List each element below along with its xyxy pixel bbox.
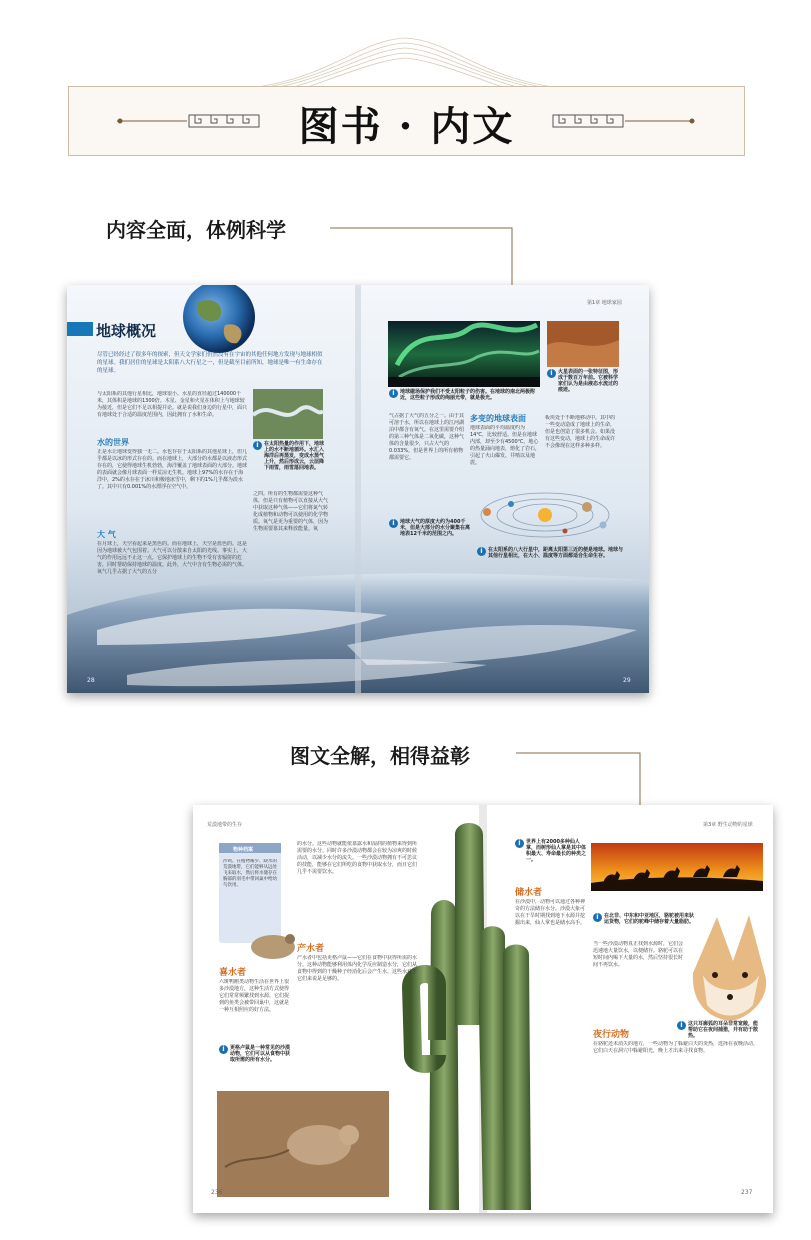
info-icon: i [389,389,398,398]
spread2-col-mid: 的水分。这些动物就能依靠露水和湿润的植物来得到所需要的水分。同时许多沙漠动物都会在较为凉爽的时候活动，以减少水分的流失。一些沙漠动物拥有不可思议的技能，能够在它们所吃的食物中获取水分，而且它们几乎不需要饮水。 [297,841,418,875]
page-number-237: 237 [741,1189,753,1196]
page-number-right: 29 [623,677,631,684]
spread2-cactus-caption: 世界上有2000多种仙人掌，而树形仙人掌是其中体积最大、寿命最长的种类之一。 [526,839,587,863]
caption-content-complete: 内容全面，体例科学 [106,218,286,242]
spread2-species-box-text: 沙鸡。在植物稀少、缺水的荒漠地带，它们能够从远处飞来取水，然后将水储存在胸部的羽毛中带回巢中给幼鸟饮用。 [223,859,277,888]
spread1-sub-surface: 多变的地球表面 [470,414,526,423]
info-icon: i [593,913,602,922]
spread2-sub-water-storer: 储水者 [515,888,543,898]
page-number-236: 236 [211,1189,223,1196]
book-spread-desert [193,805,773,1213]
spread1-aurora-caption: 地球磁场保护我们不受太阳粒子的伤害。在地球的南北两极附近，这些粒子形成的绚丽光带，就是极光。 [400,389,536,401]
spread2-sub-water-lover: 喜水者 [219,968,247,978]
spread1-atmosphere-caption: 地球大气的厚度大约为400千米，但是大部分的水分聚集在离地表12千米的范围之内。 [400,519,471,537]
spread2-sub-nocturnal: 夜行动物 [593,1030,630,1040]
spread2-chapter-right: 第3章 野生动物的星球 [703,822,753,828]
spread2-col-night: 在骆驼还未消失的地方，一些动物为了躲避白天的炎热，选择在夜晚活动。它们白天在洞穴中躲避阳光，晚上才出来寻找食物。 [593,1041,759,1054]
spread2-camel-caption: 在北非、中东和中亚地区，骆驼被用来驮运货物，它们的驼峰中储存着大量脂肪。 [604,913,695,925]
spread1-heading: 地球概况 [96,322,157,340]
spread1-rock-caption: 火星表面的一张特征图，形成于数百万年前。它被科学家们认为是由液态水流过的痕迹。 [558,369,619,393]
info-icon: i [677,1021,686,1030]
book-spread-earth [67,285,649,693]
spread2-sub-water-producer: 产水者 [297,944,325,954]
info-icon: i [219,1045,228,1054]
spread2-fox-caption: 这只耳廓狐的耳朵非常宽敞，能帮助它在夜间捕猎，并有助于散热。 [688,1021,759,1039]
spread2-species-box-title: 物种档案 [233,847,254,853]
spread1-body2: 正是水让地球变得独一无二。水也存在于太阳系的其他星球上，但几乎都是以冰的形式存在的。而在地球上，大部分的水都是以液态形式存在的，它使得地球生机勃勃，海洋覆盖了地球表面的大部分。地球的表面就会像月球表面一样荒凉无生机。地球上97%的水存在于海洋中，2%的水存在于冰川和极地冰雪中，剩下的1%几乎都为淡水了。其中只有0.001%的水漂浮在空气中。 [97,449,247,490]
spread2-chapter-left: 荒漠地带的生存 [207,822,243,828]
leader-line-2 [516,750,646,810]
caption-image-text: 图文全解，相得益彰 [290,744,470,768]
info-icon: i [515,839,524,848]
spread1-col1: 气占据了大气的五分之一。由于其可溶于水，所以在地球上的江河湖泊中都含有氧气。在这里需要介绍的第三种气体是二氧化碳，这种气体的含量很少，只占大气的0.033%，但是世界上的所有植物都需要它。 [389,413,465,461]
spread1-col2: 地球表面的平均温度约为14℃，比较舒适。但是在地球内部，却至少有4500℃。地心的热量涌向地表，熔化了岩石，引起了火山爆发、井喷以及地震。 [470,425,540,466]
info-icon: i [389,519,398,528]
spread1-water-cycle-caption: 在太阳热量的作用下，地球上的水不断地循环。水汇入海洋后再蒸发，变成水蒸气上升，然后形成云，云层降下雨雪，雨雪落回地表。 [264,441,325,471]
spread1-chapter-label: 第1章 地球家园 [587,300,622,306]
spread1-intro: 尽管已经经过了很多年的探索，但天文学家们仍然没有在宇宙的其他任何地方发现与地球相似的星球。我们居住的星球是太阳系八大行星之一，但是截至目前所知，地球是唯一有生命存在的星球。 [97,352,323,374]
meander-ornament-right [545,111,695,131]
spread2-col-left: 六斑鸭鹅类动物生活在世界上很多沙漠地方，这种生活方式使得它们常常频繁找到水源。它们捉到的鱼类会被带回巢中，这就是一种互相照应的好方法。 [219,979,289,1013]
spread2-col-store: 在沙漠中，动物可以通过各种神奇的方法储存水分。沙漠大象可以在干旱时期找到地下水源并挖掘出来，仙人掌也是储水高手。 [515,899,585,926]
spread1-body3: 在月球上，天空看起来是黑色的。而在地球上，天空是蓝色的。这是因为地球被大气包围着。大气可以分散来自太阳的光线。事实上，大气的作用远远不止这一点，它保护地球上的生物不受有害辐射的危害，同时帮助保持地球的温度。此外，大气中含有生物必需的气体。氧气几乎占据了大气的五分 [97,541,247,575]
info-icon: i [477,547,486,556]
title-banner [68,86,745,156]
spread1-solar-caption: 在太阳系的八大行星中，距离太阳第三近的便是地球。地球与其他行星相比，在大小、温度等方面都适合生命生存。 [488,547,624,559]
spread1-body1: 与太阳系的其他行星相比，地球很小。水星的直径超过140000千米，其体积是地球的1300倍。木星、金星和火星在体积上与地球较为接近，但是它们不足以相提并论。就是说我们身边的行星中，面只有地球处于合适的温度范围内，因此拥有了水和生命。 [97,391,247,418]
spread2-col-right: 当一些沙漠动物真正找到水源时，它们会迅速地大量饮水，以便储存。骆驼可以在短时间内喝下大量的水，然后坚持很长时间不再饮水。 [593,941,683,968]
spread1-sub-water: 水的世界 [97,438,129,447]
spread2-col-mid2: 产水者中包括更格卢鼠——它们在食物中获得所需的水分。这种动物能够利用体内化学反应制造水分，它们从食物中得到的干燥种子经消化后会产生水。这些水对于它们来说是足够的。 [297,955,418,982]
info-icon: i [547,369,556,378]
spread1-sub-atmosphere: 大 气 [97,530,116,539]
info-icon: i [253,441,262,450]
mountain-line-art [0,0,811,90]
page-number-left: 28 [87,677,95,684]
spread1-col3: 板块处于不断地移动中。其中的一些变动造成了地球上的生命，但是也创造了很多机会。如果没有这些变动，地球上的生命或许不会像现在这样多种多样。 [545,415,616,449]
spread2-mouse-caption: 更格卢鼠是一种常见的沙漠动物，它们可以从食物中获取所需的所有水分。 [230,1045,291,1063]
spread1-body4: 之四。所有的生物都需要这种气体，但是只有植物可以直接从大气中获取这种气体——它们将氮气转化成植物和动物可以使用的化学物质。氧气是更为重要的气体，因为生物需要靠其来释放能量。氧 [253,491,328,532]
page-title: 图书 · 内文 [298,103,515,150]
